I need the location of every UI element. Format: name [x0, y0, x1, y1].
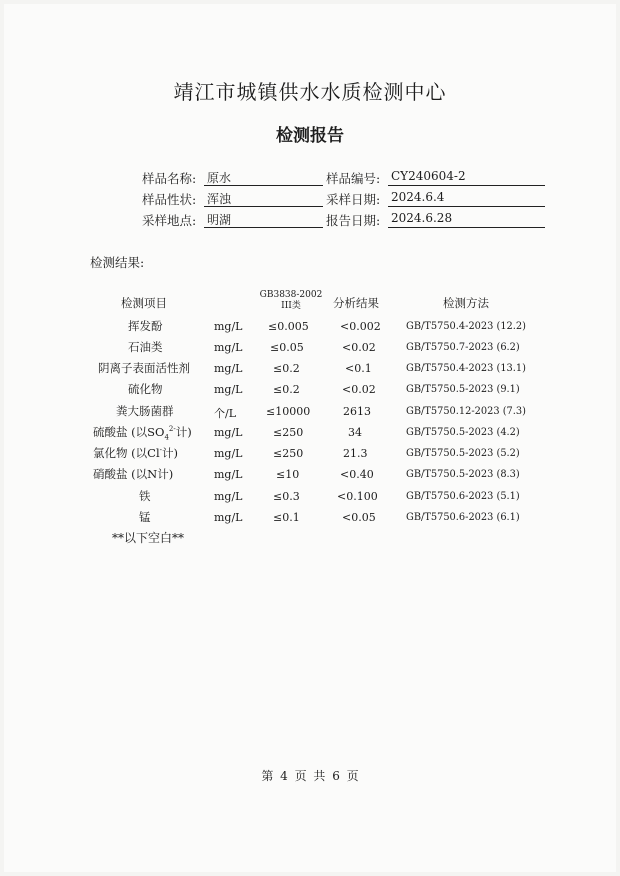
table-row-result: <0.02 — [342, 341, 376, 354]
table-row-unit: mg/L — [214, 468, 243, 481]
table-row-method: GB/T5750.6-2023 (5.1) — [406, 491, 520, 502]
header-standard — [256, 290, 326, 312]
table-row-method: GB/T5750.7-2023 (6.2) — [406, 342, 520, 353]
table-row-standard: ≤10000 — [266, 405, 311, 418]
table-row-standard: ≤0.1 — [273, 511, 300, 524]
organization-title: 靖江市城镇供水水质检测中心 — [173, 80, 447, 104]
table-row-unit: mg/L — [214, 447, 243, 460]
sample-location-label: 采样地点: — [142, 213, 197, 228]
table-row-item — [93, 424, 192, 441]
report-date-value: 2024.6.28 — [388, 211, 545, 228]
table-row-result: 34 — [348, 426, 362, 439]
sampling-date-label: 采样日期: — [326, 192, 381, 207]
table-row-result: <0.05 — [342, 511, 376, 524]
table-row-method: GB/T5750.12-2023 (7.3) — [406, 406, 526, 417]
table-row-item: 石油类 — [128, 340, 163, 354]
table-row-standard: ≤0.005 — [268, 320, 309, 333]
table-row-standard: ≤0.2 — [273, 383, 300, 396]
header-standard-line2: III类 — [281, 301, 301, 311]
sampling-date-value: 2024.6.4 — [388, 190, 545, 207]
table-row-result: <0.40 — [340, 468, 374, 481]
sample-location-value: 明湖 — [204, 211, 323, 228]
table-row-method: GB/T5750.5-2023 (4.2) — [406, 427, 520, 438]
header-method: 检测方法 — [443, 296, 489, 310]
table-row-standard: ≤0.2 — [273, 362, 300, 375]
table-row-item: 硝酸盐 (以N计) — [93, 467, 174, 481]
table-row-unit: mg/L — [214, 362, 243, 375]
table-row-method: GB/T5750.4-2023 (12.2) — [406, 321, 526, 332]
sample-property-value: 浑浊 — [204, 190, 323, 207]
sample-number-label: 样品编号: — [326, 171, 381, 186]
table-row-unit: mg/L — [214, 511, 243, 524]
report-title: 检测报告 — [276, 126, 344, 146]
table-row-item-suffix: 计) — [162, 446, 178, 460]
table-row-method: GB/T5750.6-2023 (6.1) — [406, 512, 520, 523]
table-row-item-superscript: 2- — [168, 425, 176, 434]
table-row-unit: mg/L — [214, 320, 243, 333]
header-standard-line1: GB3838-2002 — [259, 290, 323, 300]
sample-name-label: 样品名称: — [142, 171, 197, 186]
table-row-standard: ≤0.3 — [273, 490, 300, 503]
table-row-standard: ≤0.05 — [270, 341, 304, 354]
table-row-item: 挥发酚 — [128, 319, 163, 333]
header-result: 分析结果 — [333, 296, 379, 310]
table-row-method: GB/T5750.5-2023 (8.3) — [406, 469, 520, 480]
sample-name-value: 原水 — [204, 169, 323, 186]
table-row-item: 铁 — [139, 489, 151, 503]
table-row-standard: ≤250 — [273, 447, 304, 460]
table-row-item-text: 硫酸盐 (以SO — [93, 425, 165, 439]
table-row-unit: mg/L — [214, 383, 243, 396]
table-row-method: GB/T5750.5-2023 (5.2) — [406, 448, 520, 459]
end-of-table-mark: **以下空白** — [112, 531, 185, 545]
table-row-item: 锰 — [139, 510, 151, 524]
table-row-item: 粪大肠菌群 — [116, 404, 174, 418]
table-row-result: 2613 — [343, 405, 371, 418]
table-row-item — [93, 445, 178, 461]
table-row-result: <0.002 — [340, 320, 381, 333]
table-row-item-superscript: - — [159, 446, 162, 455]
table-row-standard: ≤250 — [273, 426, 304, 439]
table-row-standard: ≤10 — [276, 468, 300, 481]
table-row-result: 21.3 — [343, 447, 368, 460]
header-item: 检测项目 — [121, 296, 167, 310]
table-row-unit: mg/L — [214, 341, 243, 354]
table-row-unit: mg/L — [214, 490, 243, 503]
sample-property-label: 样品性状: — [142, 192, 197, 207]
table-row-result: <0.100 — [337, 490, 378, 503]
table-row-item: 硫化物 — [128, 382, 163, 396]
results-label: 检测结果: — [90, 255, 145, 270]
table-row-result: <0.1 — [345, 362, 372, 375]
table-row-result: <0.02 — [342, 383, 376, 396]
sample-number-value: CY240604-2 — [388, 169, 545, 186]
table-row-unit: 个/L — [214, 407, 237, 420]
table-row-item-subscript: 4 — [164, 433, 169, 442]
table-row-method: GB/T5750.4-2023 (13.1) — [406, 363, 526, 374]
report-date-label: 报告日期: — [326, 213, 381, 228]
table-row-item: 阴离子表面活性剂 — [98, 361, 190, 375]
table-row-method: GB/T5750.5-2023 (9.1) — [406, 384, 520, 395]
table-row-item-text: 氯化物 (以Cl — [93, 446, 160, 460]
page-number: 第 4 页 共 6 页 — [261, 769, 359, 783]
table-row-item-suffix: 计) — [175, 425, 192, 439]
table-row-unit: mg/L — [214, 426, 243, 439]
